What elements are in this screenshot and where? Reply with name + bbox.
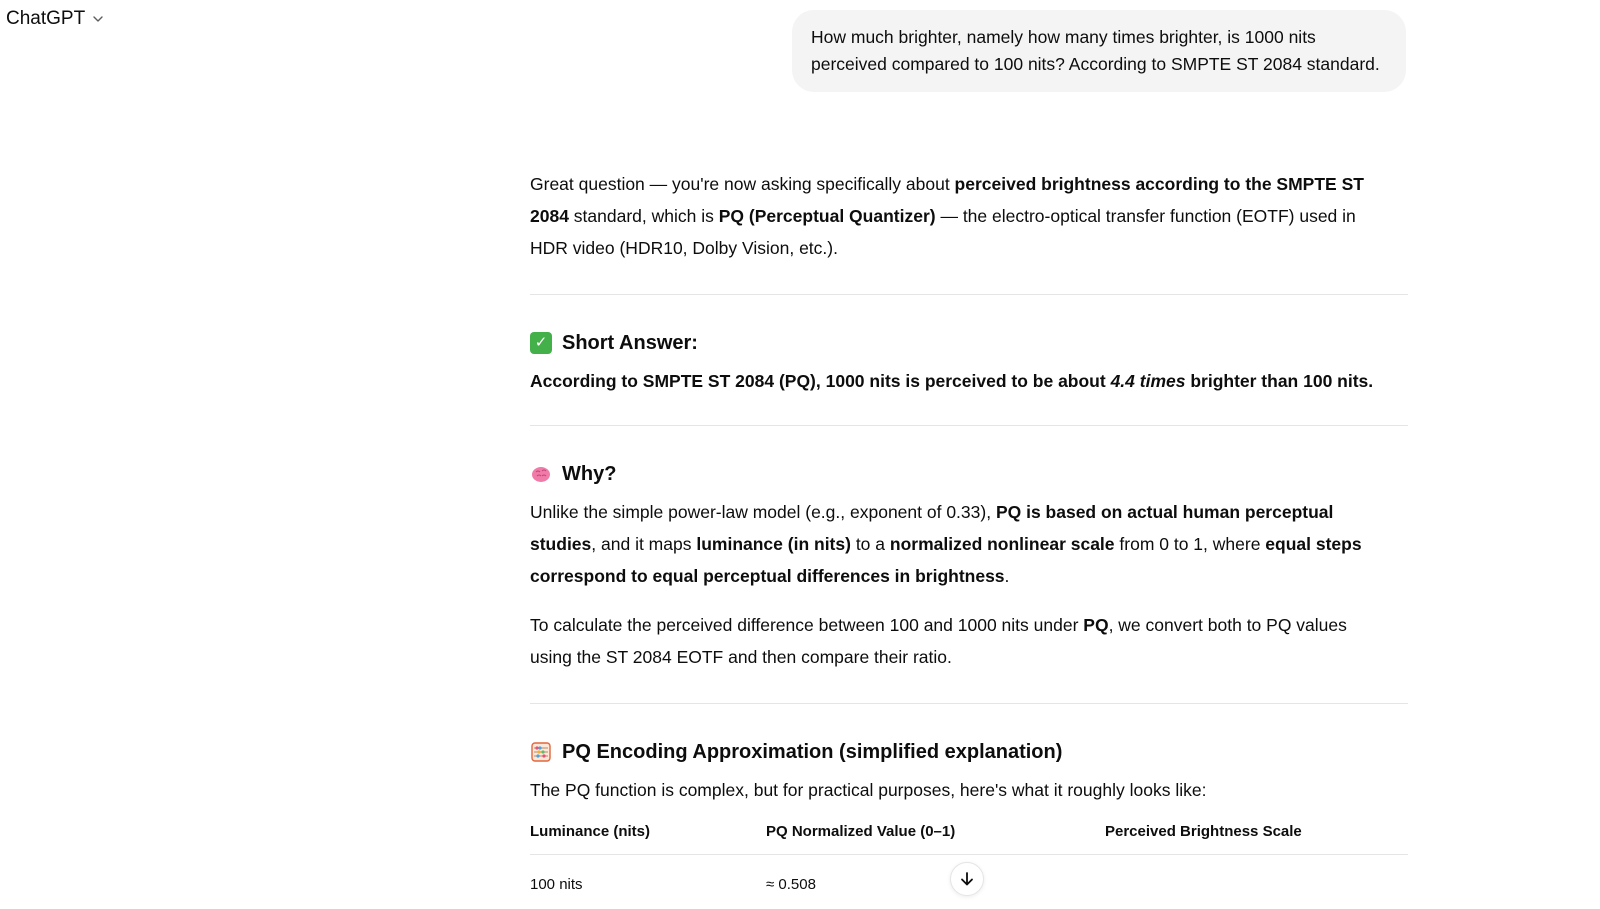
why-paragraph-1 — [530, 496, 1370, 592]
why-p2-bold-1: PQ — [1083, 615, 1109, 635]
table-cell: 100 nits — [530, 876, 583, 893]
short-answer-bold-1: According to SMPTE ST 2084 (PQ), 1000 nits is perceived to be about — [530, 371, 1111, 391]
short-answer-title: Short Answer: — [562, 332, 698, 354]
short-answer-heading — [530, 329, 1408, 357]
divider — [530, 703, 1408, 704]
pq-section-intro: The PQ function is complex, but for practical purposes, here's what it roughly looks like: — [530, 780, 1207, 800]
scroll-to-bottom-button[interactable] — [950, 862, 984, 896]
why-p1-text-2: , and it maps — [591, 534, 697, 554]
user-message-bubble — [792, 10, 1406, 92]
short-answer-italic: 4.4 times — [1110, 371, 1186, 391]
pq-section-title: PQ Encoding Approximation (simplified explanation) — [562, 741, 1063, 763]
pq-section-heading — [530, 738, 1408, 766]
table-header-cell: PQ Normalized Value (0–1) — [766, 810, 1105, 855]
why-title: Why? — [562, 463, 617, 485]
user-message-text: How much brighter, namely how many times brighter, is 1000 nits perceived compared to 100 nits? According to SMPTE ST 2084 standard. — [811, 27, 1380, 74]
short-answer-bold-2: brighter than 100 nits. — [1185, 371, 1374, 391]
why-paragraph-2 — [530, 609, 1390, 673]
answer-intro — [530, 168, 1390, 264]
why-p1-bold-3: normalized nonlinear scale — [889, 534, 1115, 554]
table-header-cell: Luminance (nits) — [530, 810, 766, 855]
divider — [530, 294, 1408, 295]
why-p1-text-3: to a — [850, 534, 890, 554]
brain-icon — [530, 463, 552, 485]
why-p1-text-1: Unlike the simple power-law model (e.g., exponent of 0.33), — [530, 502, 996, 522]
why-p2-text-1: To calculate the perceived difference between 100 and 1000 nits under — [530, 615, 1084, 635]
why-heading — [530, 460, 1408, 488]
chevron-down-icon — [91, 12, 105, 26]
short-answer-text — [530, 365, 1408, 397]
app-title: ChatGPT — [6, 8, 86, 29]
why-p1-bold-2: luminance (in nits) — [696, 534, 851, 554]
table-cell — [1105, 855, 1408, 908]
arrow-down-icon — [958, 870, 976, 888]
why-p1-bold-1: PQ is based on actual human perceptual studies — [530, 502, 1334, 554]
check-mark-icon: ✓ — [530, 332, 552, 354]
abacus-icon — [530, 741, 552, 763]
intro-text-3: — the electro-optical transfer function (EOTF) used in HDR video (HDR10, Dolby Vision, etc.). — [530, 206, 1356, 258]
intro-bold-2: PQ (Perceptual Quantizer) — [718, 206, 936, 226]
why-p1-bold-4: equal steps correspond to equal perceptual differences in brightness — [530, 534, 1362, 586]
why-p1-text-4: from 0 to 1, where — [1114, 534, 1266, 554]
model-selector[interactable] — [6, 8, 105, 30]
divider — [530, 425, 1408, 426]
assistant-message — [530, 168, 1408, 907]
intro-bold-1: perceived brightness according to the SMPTE ST 2084 — [530, 174, 1364, 226]
intro-text-2: standard, which is — [568, 206, 719, 226]
why-p2-text-2: , we convert both to PQ values using the ST 2084 EOTF and then compare their ratio. — [530, 615, 1347, 667]
why-p1-text-5: . — [1004, 566, 1010, 586]
table-header-cell: Perceived Brightness Scale — [1105, 810, 1408, 855]
intro-text-1: Great question — you're now asking specifically about — [530, 174, 955, 194]
table-cell: ≈ 0.508 — [766, 876, 816, 893]
table-header-row — [530, 810, 1408, 855]
